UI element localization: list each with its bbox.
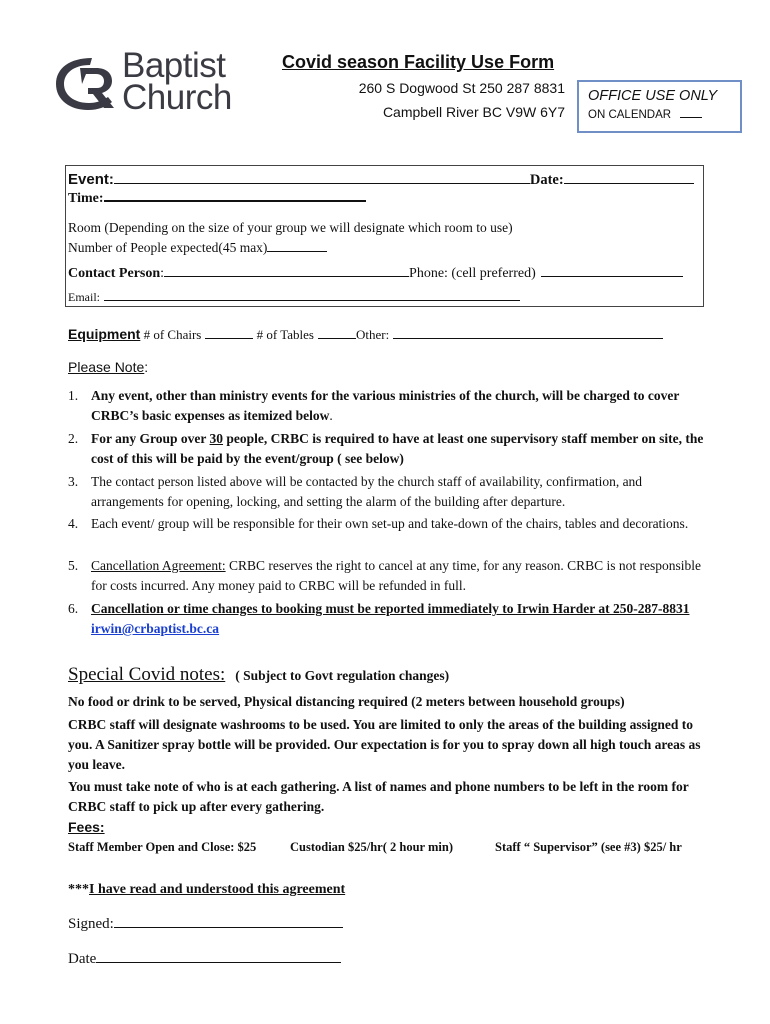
covid-subheading: ( Subject to Govt regulation changes) (235, 668, 450, 683)
note-4-text: Each event/ group will be responsible for their own set-up and take-down of the chairs, tables and decorations. (91, 516, 689, 531)
agreement-text: I have read and understood this agreement (89, 882, 346, 897)
cancellation-agreement-label: Cancellation Agreement: (91, 558, 226, 573)
note-4-number: 4. (68, 516, 79, 531)
people-field[interactable] (267, 250, 327, 252)
covid-heading: Special Covid notes: (68, 664, 226, 685)
note-1-body: Any event, other than ministry events for the various ministries of the church, will be charged to cover CRBC’s basic expenses as itemized below (91, 388, 680, 423)
covid-note-2: CRBC staff will designate washrooms to be used. You are limited to only the areas of the building assigned to you. A Sanitizer spray bottle will be provided. Our expectation is for you to spray down all high touch areas as you leave. (68, 717, 701, 772)
please-note-colon: : (144, 359, 149, 375)
office-use-box (577, 80, 742, 133)
on-calendar-text: ON CALENDAR (588, 109, 672, 121)
logo-text-baptist: Baptist (122, 46, 226, 85)
time-label: Time: (68, 191, 104, 206)
date-label: Date: (529, 172, 564, 188)
note-5-number: 5. (68, 558, 79, 573)
logo-mark-icon (52, 50, 118, 116)
please-note-heading (68, 359, 148, 375)
room-note: Room (Depending on the size of your group we will designate which room to use) (68, 220, 513, 235)
note-5-text (91, 556, 711, 596)
on-calendar-label (588, 109, 702, 121)
equipment-label: Equipment (68, 326, 141, 342)
date-field[interactable] (564, 182, 694, 184)
contact-row (68, 266, 683, 282)
note-3-number: 3. (68, 474, 79, 489)
phone-label: Phone: (cell preferred) (409, 266, 536, 281)
logo-text-church: Church (122, 78, 232, 117)
contact-field[interactable] (164, 275, 409, 277)
phone-field[interactable] (541, 275, 683, 277)
please-note-text: Please Note (68, 359, 145, 375)
address-line-2: Campbell River BC V9W 6Y7 (382, 104, 565, 120)
note-3-text: The contact person listed above will be contacted by the church staff of availability, confirmation, and arrangements for opening, locking, and setting the alarm of the building after departure. (91, 474, 643, 509)
agreement-stars: *** (68, 882, 89, 897)
note-1-text (91, 386, 711, 426)
covid-note-3: You must take note of who is at each gathering. A list of names and phone numbers to be left in the room for CRBC staff to pick up after every gathering. (68, 779, 689, 814)
address-line-1: 260 S Dogwood St 250 287 8831 (358, 80, 565, 96)
tables-field[interactable] (318, 337, 356, 339)
covid-heading-row (68, 664, 449, 686)
contact-label: Contact Person (68, 266, 161, 281)
signed-label: Signed: (68, 916, 114, 932)
email-label: Email: (68, 290, 100, 304)
covid-note-1: No food or drink to be served, Physical distancing required (2 meters between household groups) (68, 694, 625, 709)
note-2-text (91, 429, 711, 469)
event-field[interactable] (114, 182, 530, 184)
date-sign-label: Date (68, 951, 97, 967)
form-title: Covid season Facility Use Form (282, 52, 555, 72)
chairs-label: # of Chairs (143, 327, 202, 342)
fees-heading: Fees: (68, 819, 105, 835)
church-logo (52, 48, 252, 118)
note-1-number: 1. (68, 388, 79, 403)
signature-field[interactable] (114, 926, 343, 928)
equipment-row (68, 326, 663, 343)
tables-label: # of Tables (256, 327, 314, 342)
note-2-pre: For any Group over (91, 431, 210, 446)
people-label: Number of People expected(45 max) (68, 240, 268, 255)
event-row (68, 171, 694, 189)
contact-colon: : (160, 266, 165, 281)
note-2-number: 2. (68, 431, 79, 446)
date-sign-row (68, 951, 341, 968)
event-details-box (65, 165, 704, 307)
fee-open-close: Staff Member Open and Close: $25 (68, 840, 257, 854)
office-use-title: OFFICE USE ONLY (588, 88, 718, 104)
other-label: Other: (355, 327, 390, 342)
chairs-field[interactable] (205, 337, 253, 339)
note-1-period: . (329, 408, 333, 423)
note-2-post: people, CRBC is required to have at least one supervisory staff member on site, the cost of this will be paid by the event/group ( see below) (91, 431, 704, 466)
event-label: Event: (68, 171, 114, 188)
fee-supervisor: Staff “ Supervisor” (see #3) $25/ hr (495, 840, 682, 854)
people-row (68, 240, 327, 256)
other-field[interactable] (393, 337, 663, 339)
fee-custodian: Custodian $25/hr( 2 hour min) (290, 840, 453, 854)
note-6-body: Cancellation or time changes to booking must be reported immediately to Irwin Harder at 250-287-8831 (91, 601, 690, 616)
email-row (68, 290, 520, 305)
note-2-count: 30 (209, 431, 224, 446)
on-calendar-blank[interactable] (680, 116, 702, 118)
note-5-body: CRBC reserves the right to cancel at any time, for any reason. CRBC is not responsible for costs incurred. Any money paid to CRBC will be refunded in full. (91, 558, 701, 593)
date-sign-field[interactable] (96, 961, 341, 963)
email-field[interactable] (104, 299, 520, 301)
time-field[interactable] (104, 199, 366, 202)
time-row (68, 191, 366, 207)
note-6-text (91, 599, 711, 639)
agreement-row (68, 882, 345, 898)
email-link[interactable]: irwin@crbaptist.bc.ca (91, 621, 220, 636)
signed-row (68, 916, 343, 933)
note-6-number: 6. (68, 601, 79, 616)
